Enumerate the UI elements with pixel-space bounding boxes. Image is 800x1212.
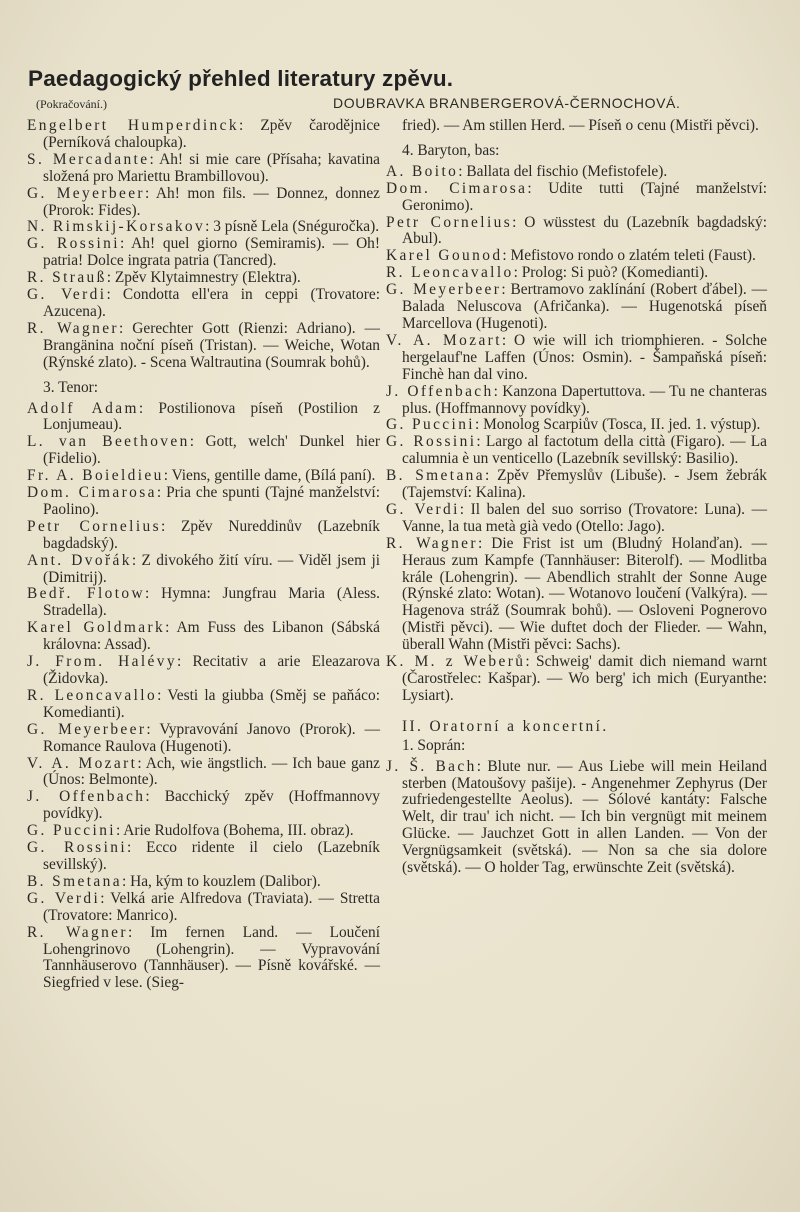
composer-name: J. Offenbach [386,382,494,400]
composer-name: G. Rossini [27,839,128,857]
works-list: : Prolog: Si può? (Komedianti). [513,264,709,282]
composer-name: R. Wagner [27,319,119,337]
composer-name: G. Meyerbeer [386,281,502,299]
repertoire-entry [27,186,380,220]
repertoire-entry [27,519,380,553]
works-list: : Largo al factotum della città (Figaro). — La calumnia è un venticello (Lazebník sevillský: Basilio). [402,433,768,468]
works-list: : Viens, gentille dame, (Bílá paní). [163,467,376,485]
repertoire-entry [386,536,767,654]
composer-name: Ant. Dvořák [27,551,132,569]
composer-name: A. Boito [386,162,459,180]
composer-name: S. Mercadante [27,150,150,168]
composer-name: G. Verdi [386,500,460,518]
works-list: : Condotta ell'era in ceppi (Trovatore: Azucena). [43,286,380,320]
repertoire-entry [27,688,380,722]
repertoire-entry [386,434,767,468]
composer-name: B. Smetana [27,872,122,890]
works-list: : Zpěv Klytaimnestry (Elektra). [106,269,301,287]
composer-name: Karel Gounod [386,247,503,265]
composer-name: J. Offenbach [27,788,146,806]
composer-name: R. Wagner [27,923,128,941]
repertoire-entry [27,485,380,519]
works-list: : Postilionova píseň (Postilion z Lonjumeau). [43,399,380,434]
repertoire-entry [27,654,380,688]
works-list: : Am Fuss des Libanon (Sábská královna: Assad). [43,619,380,654]
repertoire-entry [27,236,380,270]
repertoire-entry [27,925,380,993]
repertoire-entry [386,417,767,434]
composer-name: L. van Beethoven [27,433,190,451]
works-list: : Ecco ridente il cielo (Lazebník sevillský). [43,839,380,873]
works-list: : Zpěv Přemyslův (Libuše). - Jsem žebrák (Tajemství: Kalina). [402,467,767,502]
voice-heading: 3. Tenor: [43,378,99,396]
works-list: : Ah! quel giorno (Semiramis). — Oh! patria! Dolce ingrata patria (Tancred). [43,235,381,270]
works-list: : Ballata del fischio (Mefistofele). [458,162,668,180]
composer-name: G. Verdi [27,286,107,304]
works-list: : Arie Rudolfova (Bohema, III. obraz). [115,822,354,840]
composer-name: J. Š. Bach [386,757,477,775]
repertoire-entry [27,722,380,756]
composer-name: N. Rimskij-Korsakov [27,218,206,236]
repertoire-entry [386,654,767,705]
composer-name: Dom. Cimarosa [386,179,528,197]
left-column [27,118,380,992]
repertoire-entry [27,219,380,236]
works-list: : Vesti la giubba (Směj se paňáco: Komedianti). [43,686,380,721]
works-list: : Il balen del suo sorriso (Trovatore: Luna). — Vanne, la tua metà già vedo (Otello: Jago). [402,500,767,535]
composer-name: Petr Cornelius [386,213,513,231]
repertoire-entry [386,215,767,249]
voice-heading: 1. Soprán: [402,736,466,754]
composer-name: G. Puccini [386,416,475,434]
repertoire-entry [27,270,380,287]
composer-name: B. Smetana [386,467,485,485]
works-list: : Hymna: Jungfrau Maria (Aless. Stradella). [43,585,381,620]
works-list: : Blute nur. — Aus Liebe will mein Heiland sterben (Matoušovy pašije). - Angenehmer Zephyrus (Der zufriedengestellte Aeolus). — Sólové kantáty: Falsche Welt, dir trau' ich nicht. — Ich bin vergnügt mit meinem Glücke. — Jauchzet Gott in allen Landen. — Von der Vergnügsamkeit (světská). — Non sa che sia dolore (světská). — O holder Tag, erwünschte Zeit (světská). [402,757,767,877]
article-title: Paedagogický přehled literatury zpěvu. [28,66,454,91]
composer-name: G. Meyerbeer [27,720,147,738]
repertoire-entry [386,248,767,265]
repertoire-entry [27,891,380,925]
repertoire-entry [27,152,380,186]
works-list: : 3 písně Lela (Snéguročka). [205,218,380,236]
works-list: : Z divokého žití víru. — Viděl jsem ji (Dimitrij). [43,551,380,586]
works-list: : Pria che spunti (Tajné manželství: Paolino). [43,484,380,518]
works-list: : Ah! mon fils. — Donnez, donnez (Prorok: Fides). [43,184,381,219]
composer-name: Petr Cornelius [27,517,161,535]
repertoire-entry [27,468,380,485]
repertoire-entry [27,874,380,891]
composer-name: R. Leoncavallo [27,686,158,704]
repertoire-entry [27,840,380,874]
repertoire-entry [386,468,767,502]
repertoire-entry [27,118,380,152]
repertoire-entry [27,620,380,654]
repertoire-entry [27,321,380,372]
composer-name: Engelbert Humperdinck [27,117,239,134]
repertoire-entry [27,401,380,435]
author-name: DOUBRAVKA BRANBERGEROVÁ-ČERNOCHOVÁ. [333,95,681,111]
works-list: : Kanzona Dapertuttova. — Tu ne chanteras plus. (Hoffmannovy povídky). [402,382,767,417]
repertoire-entry [27,586,380,620]
repertoire-entry [386,181,767,215]
repertoire-entry [386,759,767,877]
composer-name: Fr. A. Boieldieu [27,467,164,485]
works-list: : Zpěv čarodějnice (Perníková chaloupka). [43,117,381,151]
works-list: : Vypravování Janovo (Prorok). — Romance Raulova (Hugenoti). [43,720,380,755]
composer-name: G. Puccini [27,822,116,840]
works-list: : Im fernen Land. — Loučení Lohengrinovo (Lohengrin). — Vypravování Tannhäuserovo (Tannhäuser). — Písně kovářské. — Siegfried v lese. (Sieg- [43,923,380,992]
works-list: : Die Frist ist um (Bludný Holanďan). — Heraus zum Kampfe (Tannhäuser: Biterolf). — Modlitba krále (Lohengrin). — Abendlich strahlt der Sonne Auge (Rýnské zlato: Wotan). — Wotanovo loučení (Valkýra). — Hagenova stráž (Soumrak bohů). — Osloveni Pognerovo (Mistři pěvci). — Wie duftet doch der Flieder. — Wahn, überall Wahn (Mistři pěvci: Sachs). [402,534,767,654]
repertoire-entry [386,282,767,333]
continuation-note: (Pokračování.) [36,97,107,111]
composer-name: R. Strauß [27,269,107,287]
works-list: : Velká arie Alfredova (Traviata). — Stretta (Trovatore: Manrico). [43,889,380,924]
section-heading: II. Oratorní a koncertní. [402,717,609,735]
repertoire-entry [27,434,380,468]
composer-name: Dom. Cimarosa [27,484,157,502]
continued-text: fried). — Am stillen Herd. — Píseň o cenu (Mistři pěvci). [402,117,759,134]
works-list: : Udite tutti (Tajné manželství: Geronimo). [402,179,767,214]
works-list: : Ach, wie ängstlich. — Ich baue ganz (Únos: Belmonte). [43,754,380,789]
repertoire-entry [386,333,767,384]
repertoire-entry [27,823,380,840]
composer-name: Adolf Adam [27,399,139,417]
composer-name: Karel Goldmark [27,619,166,637]
composer-name: V. A. Mozart [386,331,502,349]
works-list: : Gott, welch' Dunkel hier (Fidelio). [43,433,380,468]
composer-name: V. A. Mozart [27,754,138,772]
composer-name: R. Leoncavallo [386,264,514,282]
repertoire-entry [386,502,767,536]
voice-heading: 4. Baryton, bas: [402,141,500,159]
works-list: : Zpěv Nureddinův (Lazebník bagdadský). [43,517,380,552]
composer-name: G. Rossini [386,433,477,451]
repertoire-entry [27,287,380,321]
composer-name: G. Verdi [27,889,101,907]
works-list: : Mefistovo rondo o zlatém teleti (Faust). [502,247,756,265]
works-list: : Monolog Scarpiův (Tosca, II. jed. 1. výstup). [474,416,761,434]
works-list: : Ha, kým to kouzlem (Dalibor). [121,872,321,890]
composer-name: K. M. z Weberů [386,653,526,671]
works-list: : O wie will ich triomphieren. - Solche hergelauf'ne Laffen (Únos: Osmin). - Šampaňská píseň: Finchè han dal vino. [402,331,768,383]
composer-name: G. Meyerbeer [27,184,145,202]
works-list: : Schweig' damit dich niemand warnt (Čarostřelec: Kašpar). — Wo berg' ich mich (Euryanthe: Lysiart). [402,653,767,704]
composer-name: J. From. Halévy [27,653,177,671]
repertoire-entry [27,553,380,587]
repertoire-entry [386,164,767,181]
composer-name: R. Wagner [386,534,478,552]
works-list: : Bacchický zpěv (Hoffmannovy povídky). [43,788,380,823]
composer-name: Bedř. Flotow [27,585,146,603]
repertoire-entry [27,789,380,823]
works-list: : O wüsstest du (Lazebník bagdadský: Abul). [402,213,767,248]
works-list: : Ah! si mie care (Přísaha; kavatina složená pro Mariettu Brambillovou). [43,150,380,185]
repertoire-entry [386,384,767,418]
works-list: : Gerechter Gott (Rienzi: Adriano). — Brangänina noční píseň (Tristan). — Weiche, Wotan (Rýnské zlato). - Scena Waltrautina (Soumrak bohů). [43,319,380,371]
right-column [386,118,767,877]
repertoire-entry [386,265,767,282]
works-list: : Bertramovo zaklínání (Robert ďábel). — Balada Neluscova (Afričanka). — Hugenotská píseň Marcellova (Hugenoti). [402,281,767,332]
works-list: : Recitativ a arie Eleazarova (Židovka). [43,653,380,687]
composer-name: G. Rossini [27,235,120,253]
repertoire-entry [27,756,380,790]
